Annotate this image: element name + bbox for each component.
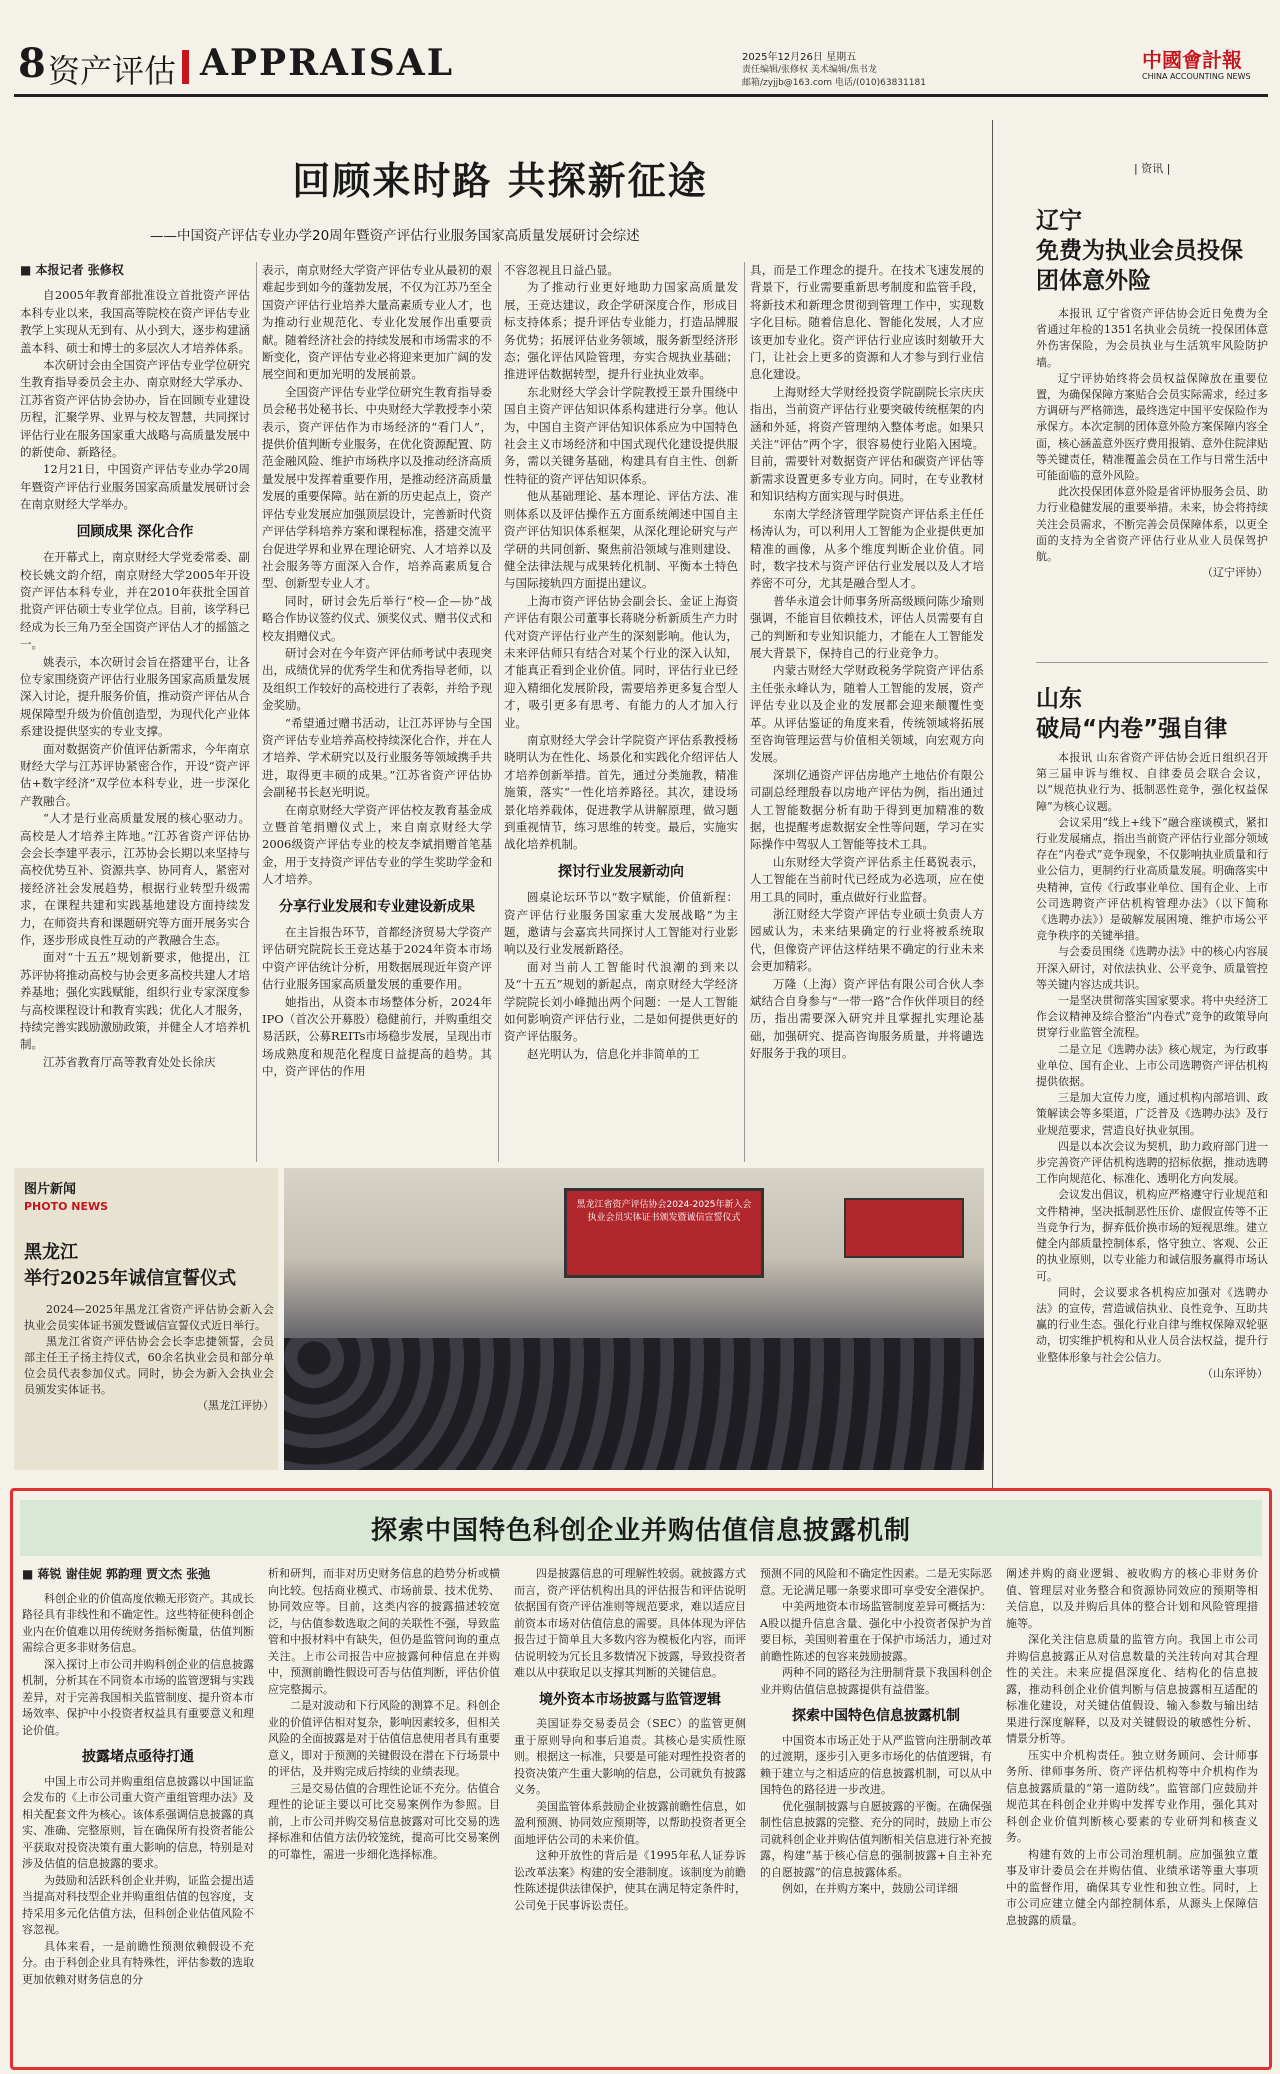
paragraph: 本报讯 辽宁省资产评估协会近日免费为全省通过年检的1351名执业会员统一投保团体意外伤害保险，为会员执业与生活筑牢风险防护墙。 [1036, 307, 1268, 369]
page-number: 8 [18, 40, 46, 87]
photo-title-line: 黑龙江 [24, 1242, 78, 1263]
sidebar-divider [1036, 662, 1268, 663]
subheading: 披露堵点亟待打通 [82, 1749, 194, 1765]
paragraph: 表示，南京财经大学资产评估专业从最初的艰难起步到如今的蓬勃发展，不仅为江苏乃至全国资产评估行业培养大量高素质专业人才，也为推动行业规范化、专业化发展作出重要贡献。随着经济社会的持续发展和市场需求的不断变化，资产评估专业必将迎来更加广阔的发展空间和更加光明的发展前景。 [262, 263, 492, 382]
section-name-en: APPRAISAL [200, 42, 455, 84]
paragraph: 自2005年教育部批准设立首批资产评估本科专业以来，我国高等院校在资产评估专业教学上实现从无到有、从小到大，逐步构建涵盖本科、硕士和博士的多层次人才培养体系。 [20, 288, 250, 355]
paragraph: 构建有效的上市公司治理机制。应加强独立董事及审计委员会在并购估值、业绩承诺等重大事项中的监督作用，确保其专业性和独立性。同时，上市公司应建立健全内部控制体系，从源头上保障信息披露的质量。 [1006, 1847, 1258, 1927]
bottom-col-5 [1006, 1566, 1258, 2062]
paragraph: 她指出，从资本市场整体分析，2024年IPO（首次公开募股）稳健前行，并购重组交易活跃，公募REITs市场稳步发展，呈现出市场成熟度和规范化程度日益提高的趋势。其中，资产评估的作用 [262, 994, 492, 1079]
sidebar-article-1 [1036, 306, 1268, 654]
main-col-2 [262, 262, 492, 1162]
paragraph: 本报讯 山东省资产评估协会近日组织召开第三届申诉与维权、自律委员会联合会议，以“规范执业行为、抵制恶性竞争，强化权益保障”为核心议题。 [1036, 751, 1268, 813]
photo-news-text [24, 1302, 274, 1472]
paragraph: 他从基础理论、基本理论、评估方法、准则体系以及评估操作五方面系统阐述中国自主资产评估知识体系框架，从深化理论研究与产学研的共同创新、聚焦前沿领域与准则建设、健全法律法规与成果转化机制、平衡本土特色与国际接轨四方面提出建议。 [504, 489, 738, 591]
paragraph: 压实中介机构责任。独立财务顾问、会计师事务所、律师事务所、资产评估机构等中介机构作为信息披露质量的“第一道防线”。监管部门应鼓励并规范其在科创企业并购中发挥专业作用，强化其对科创企业价值判断核心要素的专业研判和核查义务。 [1006, 1748, 1258, 1844]
paragraph: 赵光明认为，信息化并非简单的工 [527, 1046, 700, 1061]
contact-line: 邮箱/zyjjb@163.com 电话/(010)63831181 [742, 78, 926, 88]
photo-news-tag-en: PHOTO NEWS [24, 1200, 109, 1213]
paragraph: 四是披露信息的可理解性较弱。就披露方式而言，资产评估机构出具的评估报告和评估说明依据国有资产评估准则等规范要求，难以适应目前资本市场对估值信息的需要。具体体现为评估报告过于简单且大多数内容为模板化内容，而评估说明较为冗长且多数情况下披露，导致投资者难以从中获取足以支撑其判断的关键信息。 [514, 1567, 746, 1679]
paragraph: 为鼓励和活跃科创企业并购，证监会提出适当提高对科技型企业并购重组估值的包容度，支持采用多元化估值方法，但科创企业估值风险不容忽视。 [22, 1873, 254, 1936]
main-byline: ■ 本报记者 张修权 [20, 263, 124, 277]
headline-line: 破局“内卷”强自律 [1036, 716, 1228, 742]
date-line: 2025年12月26日 星期五 [742, 52, 857, 63]
screen-caption: 黑龙江省资产评估协会2024-2025年新入会执业会员实体证书颁发暨诚信宣誓仪式 [576, 1200, 752, 1223]
paragraph: 12月21日，中国资产评估专业办学20周年暨资产评估行业服务国家高质量发展研讨会在南京财经大学举办。 [20, 462, 250, 512]
paragraph: 与会委员围绕《选聘办法》中的核心内容展开深入研讨，对依法执业、公平竞争、质量管控等关键内容达成共识。 [1036, 945, 1268, 991]
brand-logo: 中國會計報 [1142, 48, 1242, 72]
sidebar-headline-2 [1036, 684, 1227, 744]
bottom-byline: ■ 蒋锐 谢佳妮 郭韵理 贾文杰 张弛 [22, 1567, 211, 1581]
paragraph: “人才是行业高质量发展的核心驱动力。高校是人才培养主阵地。”江苏省资产评估协会会长李建平表示，江苏协会长期以来坚持与高校优势互补、资源共享、协同育人，紧密对接经济社会发展趋势，根据行业转型升级需求，在课程共建和实践基地建设方面持续发力，在师资共育和课题研究等方面开展务实合作，逐步形成良性互动的产教融合生态。 [20, 811, 250, 948]
paragraph: 例如，在并购方案中，鼓励公司详细 [782, 1882, 958, 1895]
paragraph: 内蒙古财经大学财政税务学院资产评估系主任张永峰认为，随着人工智能的发展，资产评估专业以及企业的发展都会迎来颠覆性变革。从评估鉴证的角度来看，传统领域将拓展至咨询管理运营与价值相关领域，向宏观方向发展。 [750, 663, 984, 765]
paragraph: 不容忽视且日益凸显。 [504, 263, 619, 277]
paragraph: 万隆（上海）资产评估有限公司合伙人李斌结合自身参与“一带一路”合作伙伴项目的经历，指出需要深入研究并且掌握扎实理论基础，加强研究、提高咨询服务质量，并将谴选好服务于我的项目。 [750, 976, 984, 1061]
paragraph: 圆桌论坛环节以“数字赋能，价值新程：资产评估行业服务国家重大发展战略”为主题，邀请与会嘉宾共同探讨人工智能对行业影响以及行业发展新路径。 [504, 890, 738, 957]
credit: （黑龙江评协） [197, 1399, 274, 1412]
paragraph: 析和研判，而非对历史财务信息的趋势分析或横向比较。包括商业模式、市场前景、技术优势、协同效应等。目前，这类内容的披露描述较宽泛，与估值参数选取之间的关联性不强，导致监管和中报材料中有缺失，但仍是监管问询的重点关注。上市公司报告中应披露何种信息在并购中，预测前瞻性假设可否与估值判断，评估价值应完整揭示。 [268, 1567, 500, 1696]
paragraph: 预测不同的风险和不确定性因素。二是无实际恶意。无论满足哪一条要求即可享受安全港保护。 [760, 1567, 992, 1597]
photo-news-tag: 图片新闻 [24, 1182, 77, 1197]
paragraph: “希望通过赠书活动，让江苏评协与全国资产评估专业培养高校持续深化合作，并在人才培养、学术研究以及行业服务等领域携手共进，取得更丰硕的成果。”江苏省资产评估协会副秘书长赵光明说。 [262, 715, 492, 800]
paragraph: 深入探讨上市公司并购科创企业的信息披露机制，分析其在不同资本市场的监管逻辑与实践差异，对于完善我国相关监管制度、提升资本市场效率、保护中小投资者权益具有重要意义和理论价值。 [22, 1657, 254, 1737]
paragraph: 二是立足《选聘办法》核心规定，为行政事业单位、国有企业、上市公司选聘资产评估机构提供依据。 [1036, 1042, 1268, 1089]
paragraph: 面对当前人工智能时代浪潮的到来以及“十五五”规划的新起点，南京财经大学经济学院院长刘小峰抛出两个问题：一是人工智能如何影响资产评估行业，二是如何提供更好的资产评估服务。 [504, 959, 738, 1044]
editor-line: 责任编辑/张修权 美术编辑/焦书龙 [742, 65, 877, 75]
paragraph: 科创企业的价值高度依赖无形资产。其成长路径具有非线性和不确定性。这些特征使科创企业内在价值难以用传统财务指标衡量，估值判断需综合更多非财务信息。 [22, 1591, 254, 1654]
subheading: 分享行业发展和专业建设新成果 [279, 898, 475, 915]
paragraph: 辽宁评协始终将会员权益保障放在重要位置，为确保保障方案贴合会员实际需求，经过多方调研与严格筛选，最终选定中国平安保险作为承保方。本次定制的团体意外险方案保障内容全面，核心涵盖意外医疗费用报销、意外住院津贴等关键责任，精准覆盖会员在工作与日常生活中可能面临的意外风险。 [1036, 371, 1268, 483]
paragraph: 2024—2025年黑龙江省资产评估协会新入会执业会员实体证书颁发暨诚信宣誓仪式近日举行。 [24, 1303, 274, 1332]
paragraph: 同时，研讨会先后举行“校—企—协”战略合作协议签约仪式、颁奖仪式、赠书仪式和校友捐赠仪式。 [262, 593, 492, 643]
paragraph: 美国证券交易委员会（SEC）的监管更侧重于原则导向和事后追责。其核心是实质性原则。根据这一标准，只要是可能对理性投资者的投资决策产生重大影响的信息，公司就负有披露义务。 [514, 1717, 746, 1796]
paragraph: 此次投保团体意外险是省评协服务会员、助力行业稳健发展的重要举措。未来，协会将持续关注会员需求，不断完善会员保障体系，以更全面的支持为全省资产评估行业从业人员保驾护航。 [1036, 485, 1268, 564]
column-rule [744, 262, 745, 1162]
paragraph: 三是交易估值的合理性论证不充分。估值合理性的论证主要以可比交易案例作为参照。目前，上市公司并购交易信息披露对可比交易的选择标准和估值方法仍较笼统，提高可比交易案例的可靠性，需进一步细化选择标准。 [268, 1781, 500, 1861]
subheading: 探讨行业发展新动向 [558, 863, 684, 880]
bottom-col-3 [514, 1566, 746, 2062]
paragraph: 为了推动行业更好地助力国家高质量发展，王竞达建议，政企学研深度合作，形成目标支持体系；提升评估专业能力，打造品牌服务优势；拓展评估业务领域，服务新型经济形态；强化评估风险管理，夯实合规执业基础；推进评估数据转型，提升行业执业效率。 [504, 280, 738, 382]
paragraph: 深圳亿通资产评估房地产土地估价有限公司副总经理殷春以房地产评估为例，指出通过人工智能数据分析有助于得到更加精准的数据，也提醒考虑数据安全性等问题，学习在实际操作中驾驭人工智能等技术工具。 [750, 767, 984, 852]
ceremony-photo [284, 1168, 984, 1470]
paragraph: 山东财经大学资产评估系主任葛锐表示，人工智能在当前时代已经成为必选项，应在使用工具的同时，重点做好行业监督。 [750, 854, 984, 904]
sidebar-tag: | 资讯 | [1134, 162, 1171, 175]
paragraph: 阐述并购的商业逻辑、被收购方的核心非财务价值、管理层对业务整合和资源协同效应的预期等相关信息，以及并购后具体的整合计划和风险管理措施等。 [1006, 1567, 1258, 1630]
subheading: 回顾成果 深化合作 [76, 523, 194, 540]
paragraph: 同时，会议要求各机构应加强对《选聘办法》的宣传，营造诚信执业、良性竞争、互助共赢的行业生态。强化行业自律与维权保障双轮驱动，切实维护机构和从业人员合法权益，提升行业整体形象与社会公信力。 [1036, 1285, 1268, 1364]
paragraph: 美国监管体系鼓励企业披露前瞻性信息，如盈利预测、协同效应预期等，以帮助投资者更全面地评估公司的未来价值。 [514, 1799, 746, 1846]
bottom-col-4 [760, 1566, 992, 2062]
paragraph: 深化关注信息质量的监管方向。我国上市公司并购信息披露正从对信息数量的关注转向对其合理性的关注。未来应提倡深度化、结构化的信息披露，推动科创企业价值判断与信息披露相互适配的标准化建设，对关键估值假设、输入参数与输出结果进行深度解释，以及对关键假设的敏感性分析、情景分析等。 [1006, 1633, 1258, 1745]
bottom-headline: 探索中国特色科创企业并购估值信息披露机制 [370, 1516, 911, 1546]
column-rule [498, 262, 499, 1162]
headline-line: 团体意外险 [1036, 268, 1151, 294]
sidebar-article-2 [1036, 750, 1268, 1488]
paragraph: 在主旨报告环节，首都经济贸易大学资产评估研究院院长王竞达基于2024年资本市场中资产评估统计分析，用数据展现近年资产评估行业服务国家高质量发展的重要作用。 [262, 925, 492, 992]
column-rule [256, 262, 257, 1162]
main-col-3 [504, 262, 738, 1162]
paragraph: 东南大学经济管理学院资产评估系主任任杨涛认为，可以利用人工智能为企业提供更加精准的画像，从多个维度判断企业价值。同时，数字技术与资产评估行业发展以及人才培养密不可分，尤其是融合型人才。 [750, 506, 984, 591]
paragraph: 面对数据资产价值评估新需求，今年南京财经大学与江苏评协紧密合作，开设“资产评估+数字经济”双学位本科专业，进一步深化产教融合。 [20, 741, 250, 808]
wall-screen [844, 1198, 964, 1258]
paragraph: 四是以本次会议为契机，助力政府部门进一步完善资产评估机构选聘的招标依据，推动选聘工作向规范化、标准化、透明化方向发展。 [1036, 1139, 1268, 1186]
paragraph: 这种开放性的背后是《1995年私人证券诉讼改革法案》构建的安全港制度。该制度为前瞻性陈述提供法律保护，使其在满足特定条件时，公司免于民事诉讼责任。 [514, 1849, 746, 1912]
paragraph: 研讨会对在今年资产评估师考试中表现突出，成绩优异的优秀学生和优秀指导老师，以及组织工作较好的高校进行了表彰，并给予现金奖励。 [262, 645, 492, 713]
paragraph: 本次研讨会由全国资产评估专业学位研究生教育指导委员会主办、南京财经大学承办、江苏省资产评估协会协办，旨在回顾专业建设历程，汇聚学界、业界与校友智慧，共同探讨评估行业在服务国家重大战略与高质量发展中的新使命、新路径。 [20, 358, 250, 460]
sidebar-headline-1 [1036, 206, 1243, 296]
paragraph: 两种不同的路径为注册制背景下我国科创企业并购估值信息披露提供有益借鉴。 [760, 1666, 992, 1696]
paragraph: 黑龙江省资产评估协会会长李忠捷领誓，会员部主任王子扬主持仪式，60余名执业会员和部分单位会员代表参加仪式。同时，协会为新入会执业会员颁发实体证书。 [24, 1335, 274, 1396]
paragraph: 二是对波动和下行风险的测算不足。科创企业的价值评估相对复杂，影响因素较多，但相关风险的全面披露是对于估值信息使用者具有重要意义，即对于预测的关键假设在潜在下行场景中的评估，及并购完成后持续的业绩表现。 [268, 1699, 500, 1778]
paragraph: 江苏省教育厅高等教育处处长徐庆 [43, 1054, 216, 1069]
main-subheadline: ——中国资产评估专业办学20周年暨资产评估行业服务国家高质量发展研讨会综述 [150, 228, 640, 244]
section-divider [182, 50, 189, 84]
paragraph: 优化强制披露与自愿披露的平衡。在确保强制性信息披露的完整、充分的同时，鼓励上市公司就科创企业并购估值判断相关信息进行补充披露，构建“基于核心信息的强制披露+自主补充的自愿披露”的信息披露体系。 [760, 1799, 992, 1879]
headline-line: 免费为执业会员投保 [1036, 238, 1243, 264]
header-rule [14, 94, 1268, 97]
photo-news-title [24, 1240, 236, 1292]
paragraph: 普华永道会计师事务所高级顾问陈少瑜则强调，不能盲目依赖技术，评估人员需要有自己的判断和专业知识能力，才能在人工智能发展大背景下，保持自己的行业竞争力。 [750, 593, 984, 660]
sidebar-rule [992, 120, 993, 1490]
paragraph: 中美两地资本市场监管制度差异可概括为：A股以提升信息含量、强化中小投资者保护为首要目标，美国则着重在于保护市场活力，通过对前瞻性陈述的包容来鼓励披露。 [760, 1600, 992, 1663]
paragraph: 上海财经大学财经投资学院副院长宗庆庆指出，当前资产评估行业要突破传统框架的内涵和外延，将资产管理纳入整体考虑。如果只关注“评估”两个字，很容易使行业陷入困境。目前，需要针对数据资产评估和碳资产评估等新需求设置更多专业方向。同时，在专业教材和知识结构方面实现与时俱进。 [750, 384, 984, 504]
bottom-col-1 [22, 1566, 254, 2062]
paragraph: 全国资产评估专业学位研究生教育指导委员会秘书处秘书长、中央财经大学教授李小荣表示，资产评估作为市场经济的“看门人”，提供价值判断专业服务，在优化资源配置、防范金融风险、维护市场秩序以及推动经济高质量发展中发挥着重要作用，是推动经济高质量发展的重要保障。站在新的历史起点上，资产评估专业发展应加强顶层设计，完善新时代资产评估学科培养方案和课程标准，搭建交流平台促进学界和业界在理论研究、人才培养以及社会服务等方面深入合作，培养高素质复合型、创新型专业人才。 [262, 384, 492, 591]
paragraph: 一是坚决贯彻落实国家要求。将中央经济工作会议精神及综合整治“内卷式”竞争的政策导向贯穿行业监管全流程。 [1036, 994, 1268, 1040]
paragraph: 面对“十五五”规划新要求，他提出，江苏评协将推动高校与协会更多高校共建人才培养基地；强化实践赋能，组织行业专家深度参与高校课程设计和教育实践；优化人才服务，持续完善实践励激励政策，并健全人才培养机制。 [20, 950, 250, 1052]
credit: （山东评协） [1202, 1366, 1268, 1380]
paragraph: 会议采用“线上+线下”融合座谈模式，紧扣行业发展痛点，指出当前资产评估行业部分领域存在“内卷式”竞争现象，不仅影响执业质量和行业公信力，更制约行业高质量发展。明确落实中央精神，宣传《行政事业单位、国有企业、上市公司选聘资产评估机构管理办法》（以下简称《选聘办法》）是破解发展困境、维护市场公平竞争秩序的关键举措。 [1036, 815, 1268, 943]
paragraph: 具体来看，一是前瞻性预测依赖假设不充分。由于科创企业具有特殊性，评估参数的选取更加依赖对财务信息的分 [22, 1939, 254, 1986]
paragraph: 浙江财经大学资产评估专业硕士负责人方园威认为，未来结果确定的行业将被系统取代，但像资产评估这样结果不确定的行业未来会更加精彩。 [750, 907, 984, 974]
brand-logo-en: CHINA ACCOUNTING NEWS [1142, 72, 1251, 81]
paragraph: 在开幕式上，南京财经大学党委常委、副校长姚文韵介绍，南京财经大学2005年开设资产评估本科专业，并在2010年获批全国首批资产评估硕士专业学位点。目前，该学科已经成为长三角乃至全国资产评估人才的摇篮之一。 [20, 550, 250, 652]
paragraph: 三是加大宣传力度，通过机构内部培训、政策解读会等多渠道，广泛普及《选聘办法》及行业规范要求，营造良好执业氛围。 [1036, 1091, 1268, 1137]
paragraph: 中国资本市场正处于从严监管向注册制改革的过渡期，逐步引入更多市场化的估值逻辑，有赖于建立与之相适应的信息披露机制，可以从中国特色的路径进一步改进。 [760, 1733, 992, 1796]
paragraph: 中国上市公司并购重组信息披露以中国证监会发布的《上市公司重大资产重组管理办法》及相关配套文件为核心。该体系强调信息披露的真实、准确、完整原则，旨在确保所有投资者能公平获取对投资决策有重大影响的信息，特别是对涉及估值的信息披露的要求。 [22, 1774, 254, 1870]
subheading: 境外资本市场披露与监管逻辑 [539, 1691, 721, 1708]
paragraph: 南京财经大学会计学院资产评估系教授杨晓明认为在性化、场景化和实践化介绍评估人才培养创新举措。首先，通过分类施教，精准施策，落实“一性化培养路径。其次，建设场景化培养载体，促进教学从讲解原理，做习题到重视情节，练习思维的转变。最后，实施实战化培养机制。 [504, 732, 738, 852]
main-headline: 回顾来时路 共探新征途 [292, 158, 708, 203]
paragraph: 上海市资产评估协会副会长、金证上海资产评估有限公司董事长蒋晓分析新质生产力时代对资产评估行业产生的深刻影响。他认为，未来评估师只有结合对某个行业的深入认知，才能真正看到企业价值。同时，评估行业已经迎入精细化发展阶段，需要培养更多复合型人才，吸引更多有思考、有能力的人才加入行业。 [504, 593, 738, 730]
screen-display [564, 1188, 764, 1278]
photo-title-line: 举行2025年诚信宣誓仪式 [24, 1268, 237, 1289]
subheading: 探索中国特色信息披露机制 [792, 1708, 960, 1724]
headline-line: 辽宁 [1036, 208, 1082, 234]
paragraph: 会议发出倡议，机构应严格遵守行业规范和文件精神，坚决抵制恶性压价、虚假宣传等不正当竞争行为，摒弃低价换市场的短视思维。建立健全内部质量控制体系，恪守独立、客观、公正的执业原则，以专业能力和诚信服务赢得市场认可。 [1036, 1188, 1268, 1283]
main-col-1 [20, 262, 250, 1162]
paragraph: 在南京财经大学资产评估校友教育基金成立暨首笔捐赠仪式上，来自南京财经大学2006级资产评估专业的校友李斌捐赠首笔基金，用于支持资产评估专业的学生奖助学金和人才培养。 [262, 802, 492, 887]
section-name-cn: 资产评估 [48, 52, 177, 90]
paragraph: 姚表示，本次研讨会旨在搭建平台，让各位专家围绕资产评估行业服务国家高质量发展深入讨论，提升服务价值，推动资产评估从合规保障型升级为价值创造型，为现代化产业体系建设提供坚实的专业支撑。 [20, 654, 250, 739]
bottom-col-2 [268, 1566, 500, 2062]
headline-line: 山东 [1036, 686, 1082, 712]
paragraph: 具，而是工作理念的提升。在技术飞速发展的背景下，行业需要重新思考制度和监管手段，将新技术和新理念贯彻到管理工作中，实现数字化目标。随着信息化、智能化发展，人才应该更加专业化。资产评估行业应该时刻敏开大门，让社会上更多的资源和人才参与到行业信息化建设。 [750, 263, 984, 382]
credit: （辽宁评协） [1202, 566, 1268, 580]
crowd [284, 1338, 984, 1470]
paragraph: 东北财经大学会计学院教授王景升围绕中国自主资产评估知识体系构建进行分享。他认为，中国自主资产评估知识体系应为中国特色社会主义市场经济和中国式现代化建设提供服务，需以关键务基础，构建具有自主性、创新性特征的资产评估知识体系。 [504, 384, 738, 486]
